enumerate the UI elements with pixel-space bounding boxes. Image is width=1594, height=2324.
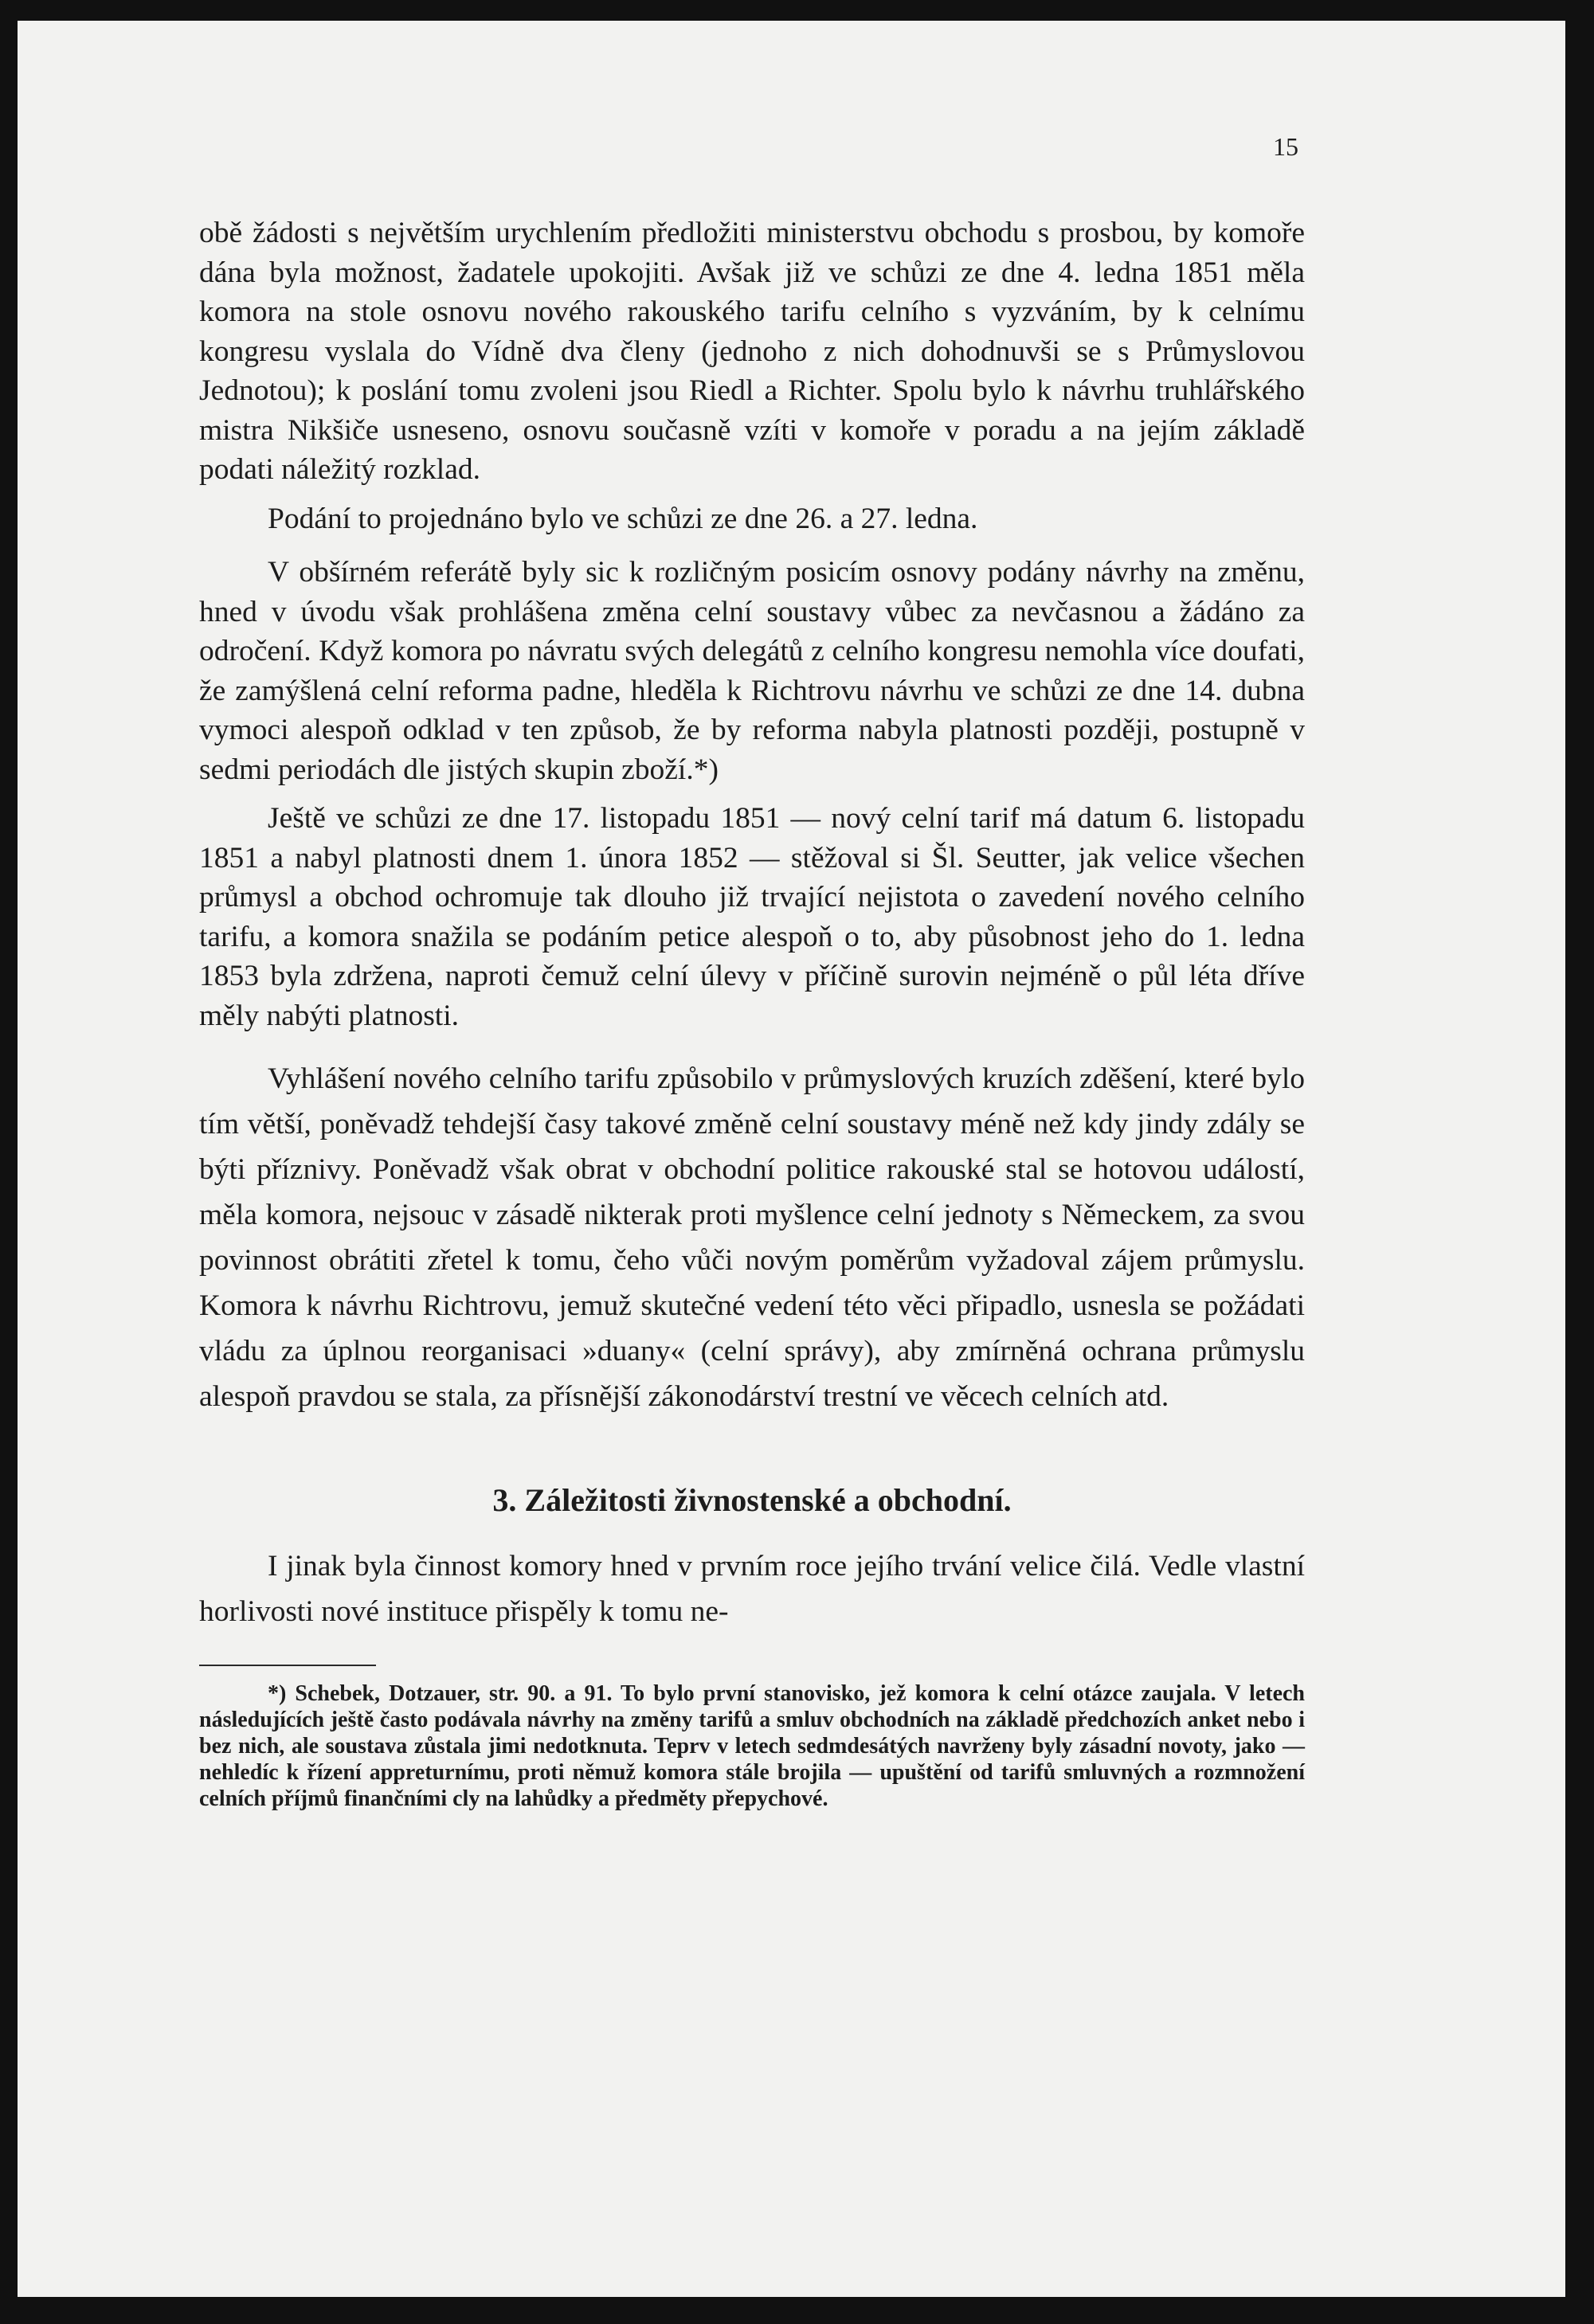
section-heading: 3. Záležitosti živnostenské a obchodní. (492, 1482, 1012, 1518)
scan-border-bottom (0, 2297, 1594, 2324)
scan-border-left (0, 0, 18, 2324)
body-text (199, 213, 1305, 1812)
footnote-divider (199, 1665, 376, 1666)
paragraph-6: I jinak byla činnost komory hned v prvním roce jejího trvání velice čilá. Vedle vlastní horlivosti nové instituce přispěly k tomu ne- (199, 1550, 1305, 1628)
scan-border-right (1565, 0, 1594, 2324)
paragraph-5: Vyhlášení nového celního tarifu způsobilo v průmyslových kruzích zděšení, které bylo tím větší, poněvadž tehdejší časy takové změně celní soustavy méně než kdy jindy zdály se býti příznivy. Poněvadž však obrat v obchodní politice rakouské stal se hotovou událostí, měla komora, nejsouc v zásadě nikterak proti myšlence celní jednoty s Německem, za svou povinnost obrátiti zřetel k tomu, čeho vůči novým poměrům vyžadoval zájem průmyslu. Komora k návrhu Richtrovu, jemuž skutečné vedení této věci připadlo, usnesla se požádati vládu za úplnou reorganisaci »duany« (celní správy), aby zmírněná ochrana průmyslu alespoň pravdou se stala, za přísnější zákonodárství trestní ve věcech celních atd. (199, 1062, 1305, 1413)
paragraph-2: Podání to projednáno bylo ve schůzi ze dne 26. a 27. ledna. (268, 502, 978, 535)
paragraph-4: Ještě ve schůzi ze dne 17. listopadu 1851 — nový celní tarif má datum 6. listopadu 1851 a nabyl platnosti dnem 1. února 1852 — stěžoval si Šl. Seutter, jak velice všechen průmysl a obchod ochromuje tak dlouho již trvající nejistota o zavedení nového celního tarifu, a komora snažila se podáním petice alespoň o to, aby působnost jeho do 1. ledna 1853 byla zdržena, naproti čemuž celní úlevy v příčině surovin nejméně o půl léta dříve měly nabýti platnosti. (199, 802, 1305, 1032)
footnote: *) Schebek, Dotzauer, str. 90. a 91. To bylo první stanovisko, jež komora k celní otázce zaujala. V letech následujících ještě často podávala návrhy na změny tarifů a smluv obchodních na základě předchozích anket nebo i bez nich, ale soustava zůstala jimi nedotknuta. Teprv v letech sedmdesátých navrženy byly zásadní novoty, jako — nehledíc k řízení appreturnímu, proti němuž komora stále brojila — upuštění od tarifů smluvných a rozmnožení celních příjmů finančními cly na lahůdky a předměty přepychové. (199, 1681, 1305, 1811)
paragraph-1: obě žádosti s největším urychlením předložiti ministerstvu obchodu s prosbou, by komoře dána byla možnost, žadatele upokojiti. Avšak již ve schůzi ze dne 4. ledna 1851 měla komora na stole osnovu nového rakouského tarifu celního s vyzváním, by k celnímu kongresu vyslala do Vídně dva členy (jednoho z nich dohodnuvši se s Průmyslovou Jednotou); k poslání tomu zvoleni jsou Riedl a Richter. Spolu bylo k návrhu truhlářského mistra Nikšiče usneseno, osnovu současně vzíti v komoře v poradu a na jejím základě podati náležitý rozklad. (199, 217, 1305, 486)
scan-border-top (0, 0, 1594, 21)
page-number: 15 (1273, 132, 1298, 161)
paragraph-3: V obšírném referátě byly sic k rozličným posicím osnovy podány návrhy na změnu, hned v úvodu však prohlášena změna celní soustavy vůbec za nevčasnou a žádáno za odročení. Když komora po návratu svých delegátů z celního kongresu nemohla více doufati, že zamýšlená celní reforma padne, hleděla k Richtrovu návrhu ve schůzi ze dne 14. dubna vymoci alespoň odklad v ten způsob, že by reforma nabyla platnosti později, postupně v sedmi periodách dle jistých skupin zboží.*) (199, 556, 1305, 786)
